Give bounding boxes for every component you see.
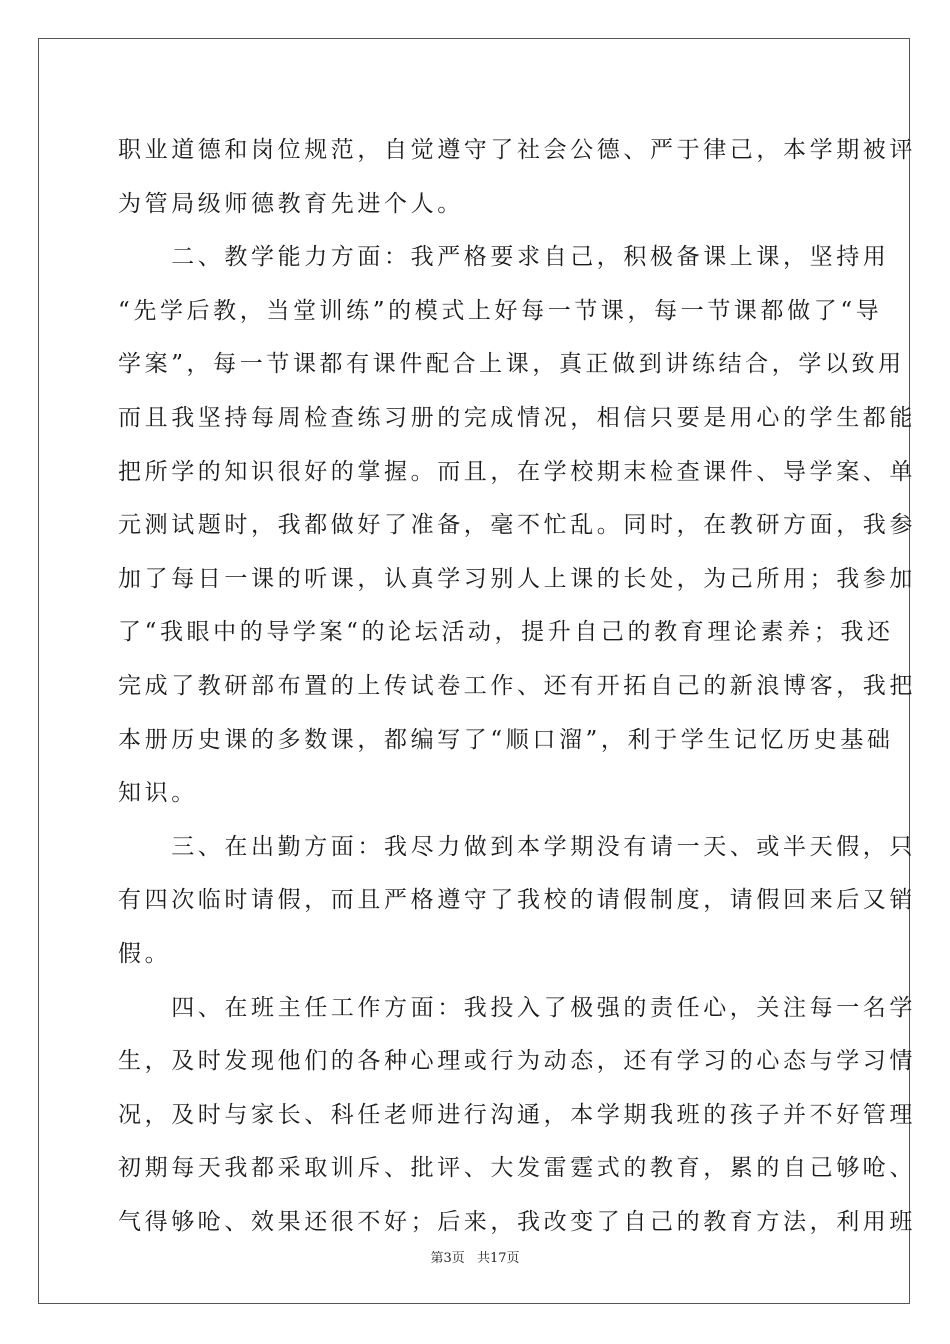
text-line: 为管局级师德教育先进个人。 (118, 190, 464, 217)
text-line: 知识。 (118, 780, 198, 807)
text-line: 况，及时与家长、科任老师进行沟通，本学期我班的孩子并不好管理 (118, 1101, 916, 1128)
text-line: 职业道德和岗位规范，自觉遵守了社会公德、严于律己，本学期被评 (118, 137, 916, 163)
text-line: 学案”，每一节课都有课件配合上课，真正做到讲练结合，学以致用 (118, 351, 905, 378)
text-line: 三、在出勤方面：我尽力做到本学期没有请一天、或半天假，只 (118, 833, 916, 860)
total-pages-label: 共17页 (476, 1251, 520, 1266)
text-line: 四、在班主任工作方面：我投入了极强的责任心，关注每一名学 (118, 994, 916, 1021)
text-line: 有四次临时请假，而且严格遵守了我校的请假制度，请假回来后又销 (118, 887, 916, 914)
text-line: 初期每天我都采取训斥、批评、大发雷霆式的教育，累的自己够呛、 (118, 1155, 916, 1182)
text-line: 生，及时发现他们的各种心理或行为动态，还有学习的心态与学习情 (118, 1048, 916, 1075)
text-line: 本册历史课的多数课，都编写了“顺口溜”，利于学生记忆历史基础 (118, 726, 894, 753)
text-line: 了“我眼中的导学案“的论坛活动，提升自己的教育理论素养；我还 (118, 619, 894, 646)
text-line: 而且我坚持每周检查练习册的完成情况，相信只要是用心的学生都能 (118, 404, 916, 431)
text-line: 加了每日一课的听课，认真学习别人上课的长处，为己所用；我参加 (118, 565, 916, 592)
current-page-label: 第3页 (430, 1251, 465, 1266)
page-footer (0, 1247, 950, 1266)
text-line: 元测试题时，我都做好了准备，毫不忙乱。同时，在教研方面，我参 (118, 512, 916, 539)
document-body (118, 124, 916, 1249)
text-line: 完成了教研部布置的上传试卷工作、还有开拓自己的新浪博客，我把 (118, 672, 916, 699)
text-line: 二、教学能力方面：我严格要求自己，积极备课上课，坚持用 (118, 244, 890, 271)
text-line: 假。 (118, 940, 172, 967)
text-line: “先学后教，当堂训练”的模式上好每一节课，每一节课都做了“导 (118, 297, 883, 324)
text-line: 气得够呛、效果还很不好；后来，我改变了自己的教育方法，利用班 (118, 1208, 916, 1235)
text-line: 把所学的知识很好的掌握。而且，在学校期末检查课件、导学案、单 (118, 458, 916, 485)
